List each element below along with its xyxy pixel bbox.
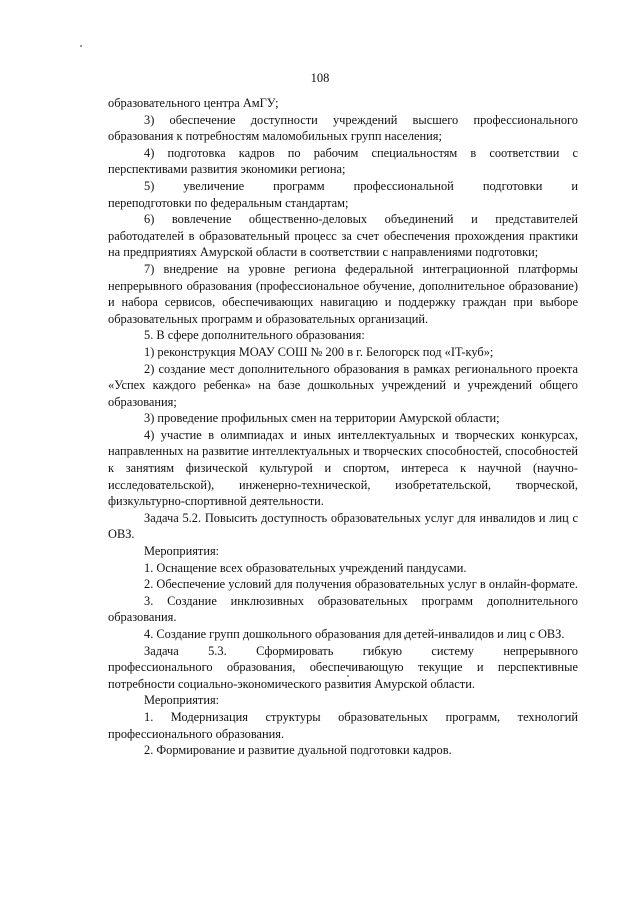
paragraph-line <box>108 178 578 195</box>
word: подготовки <box>482 178 543 193</box>
word: и <box>571 178 578 193</box>
paragraph: Мероприятия: <box>144 693 220 708</box>
word: непрерывного <box>503 643 578 658</box>
paragraph: переподготовки по федеральным стандартам; <box>108 195 349 210</box>
word: гибкую <box>362 643 403 658</box>
word: профессиональной <box>353 178 454 193</box>
paragraph: 7) внедрение на уровне региона федеральной интеграционной платформы непрерывного образования (профессиональное обучение, дополнительное образование) и набора сервисов, обеспечивающих навигацию и поддержку граждан при выборе образовательных программ и образовательных организаций. <box>108 261 578 326</box>
word: систему <box>431 643 474 658</box>
paragraph: 4. Создание групп дошкольного образования для детей-инвалидов и лиц с ОВЗ. <box>144 627 565 641</box>
paragraph: 5. В сфере дополнительного образования: <box>144 328 365 343</box>
paragraph: образовательного центра АмГУ; <box>108 96 279 110</box>
scan-speck <box>80 45 82 47</box>
body-text <box>108 95 578 759</box>
paragraph: 6) вовлечение общественно-деловых объединений и представителей работодателей в образовательный процесс за счет обеспечения прохождения практики на предприятиях Амурской области в соответствии с направлениями подготовки; <box>108 212 578 260</box>
paragraph: 3) обеспечение доступности учреждений высшего профессионального образования к потребностям маломобильных групп населения; <box>108 112 578 144</box>
paragraph: 4) участие в олимпиадах и иных интеллектуальных и творческих конкурсах, направленных на развитие интеллектуальных и творческих способностей, способностей к занятиям физической культурой и спортом, интереса к научной (научно-исследовательской), инженерно-технической, изобретательской, творческой, физкультурно-спортивной деятельности. <box>108 427 578 509</box>
word: увеличение <box>183 178 245 193</box>
paragraph: 1) реконструкция МОАУ СОШ № 200 в г. Белогорск под «IT-куб»; <box>144 344 494 359</box>
word: программ <box>273 178 325 193</box>
paragraph: Мероприятия: <box>144 544 220 559</box>
paragraph-line <box>108 643 578 660</box>
paragraph: Задача 5.2. Повысить доступность образовательных услуг для инвалидов и лиц с ОВЗ. <box>108 510 578 542</box>
paragraph: 1. Модернизация структуры образовательных программ, технологий профессионального образования. <box>108 709 578 741</box>
paragraph: профессионального образования, обеспечивающую текущие и перспективные потребности социально-экономического развития Амурской области. <box>108 660 578 691</box>
page-number: 108 <box>310 71 330 85</box>
paragraph: 1. Оснащение всех образовательных учреждений пандусами. <box>144 560 467 575</box>
paragraph: 3) проведение профильных смен на территории Амурской области; <box>144 411 500 426</box>
word: 5.3. <box>208 643 227 658</box>
word: Задача <box>144 643 179 658</box>
paragraph: 4) подготовка кадров по рабочим специальностям в соответствии с перспективами развития экономики региона; <box>108 145 578 177</box>
paragraph: 2) создание мест дополнительного образования в рамках регионального проекта «Успех каждого ребенка» на базе дошкольных учреждений и учреждений общего образования; <box>108 361 578 409</box>
paragraph: 2. Формирование и развитие дуальной подготовки кадров. <box>144 743 452 758</box>
paragraph: 3. Создание инклюзивных образовательных программ дополнительного образования. <box>108 593 578 625</box>
word: Сформировать <box>256 643 334 658</box>
paragraph: 2. Обеспечение условий для получения образовательных услуг в онлайн-формате. <box>144 577 578 592</box>
word: 5) <box>144 178 155 193</box>
